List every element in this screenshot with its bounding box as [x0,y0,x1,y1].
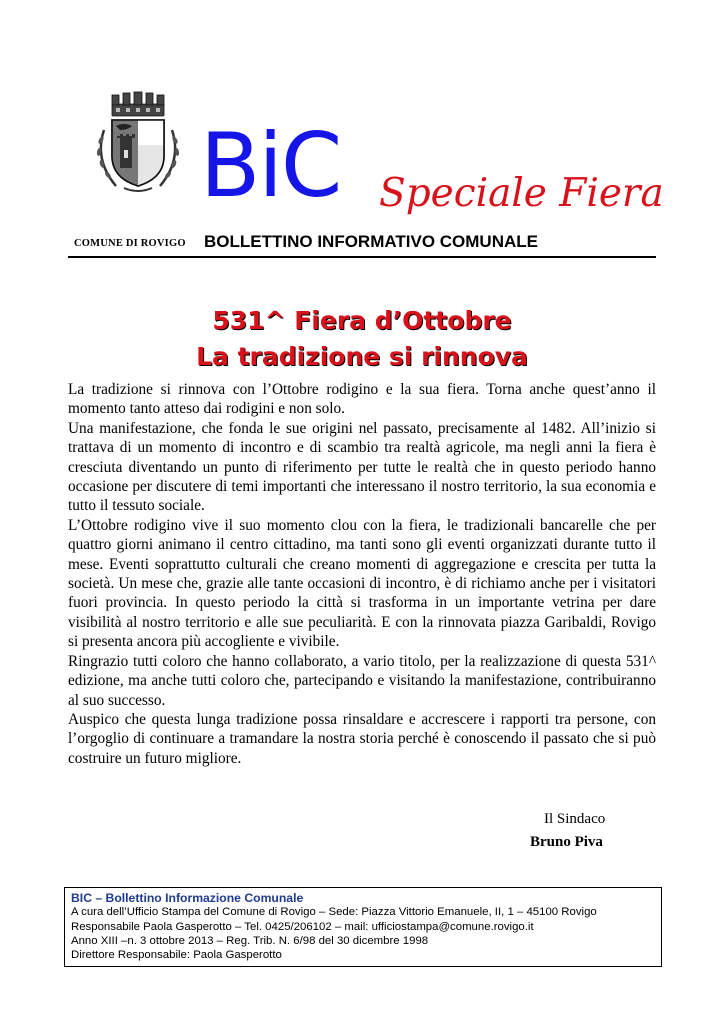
colophon-title: BIC – Bollettino Informazione Comunale [71,891,304,905]
article-paragraph: Auspico che questa lunga tradizione possa rinsaldare e accrescere i rapporti tra persone, con l’orgoglio di continuare a tramandare la nostra storia perché è conoscendo il passato che si può costruire un futuro migliore. [68,710,656,767]
article-body [68,380,656,768]
colophon-box [64,887,662,967]
colophon-line: Anno XIII –n. 3 ottobre 2013 – Reg. Trib. N. 6/98 del 30 dicembre 1998 [71,934,429,947]
signature-block [530,808,660,854]
signature-role: Il Sindaco [544,811,606,827]
article-paragraph: Ringrazio tutti coloro che hanno collaborato, a vario titolo, per la realizzazione di questa 531^ edizione, ma anche tutti coloro che, partecipando e visitando la manifestazione, contribuiranno al suo successo. [68,652,656,709]
article-paragraph: La tradizione si rinnova con l’Ottobre rodigino e la sua fiera. Torna anche quest’anno il momento tanto atteso dai rodigini e non solo. [68,381,656,418]
article-title-line1: 531^ Fiera d’Ottobre [212,306,512,335]
speciale-fiera-subtitle: Speciale Fiera [379,171,664,216]
article-paragraph: L’Ottobre rodigino vive il suo momento clou con la fiera, le tradizionali bancarelle che per quattro giorni animano il centro cittadino, ma tanti sono gli eventi organizzati durante tutto il mese. Eventi soprattutto culturali che creano momenti di aggregazione e crescita per tutta la società. Un mese che, grazie alle tante occasioni di incontro, è di richiamo anche per i visitatori fuori provincia. In questo periodo la città si trasforma in un importante vetrina per dare visibilità al nostro territorio e alle sue peculiarità. E con la rinnovata piazza Garibaldi, Rovigo si presenta ancora più accogliente e vivibile. [68,516,656,651]
bollettino-label: BOLLETTINO INFORMATIVO COMUNALE [204,232,538,251]
colophon-line: Direttore Responsabile: Paola Gasperotto [71,949,282,962]
comune-label: COMUNE DI ROVIGO [74,238,186,249]
bic-logo: BiC [200,114,341,217]
article-title-line2: La tradizione si rinnova [196,342,528,371]
colophon-line: A cura dell’Ufficio Stampa del Comune di Rovigo – Sede: Piazza Vittorio Emanuele, II, 1 – 45100 Rovigo [71,906,597,919]
colophon-line: Responsabile Paola Gasperotto – Tel. 0425/206102 – mail: ufficiostampa@comune.rovigo.it [71,920,534,933]
masthead [68,232,656,258]
signature-name: Bruno Piva [530,834,603,850]
article-paragraph: Una manifestazione, che fonda le sue origini nel passato, precisamente al 1482. All’inizio si trattava di un momento di incontro e di scambio tra realtà agricole, ma negli anni la fiera è cresciuta diventando un punto di riferimento per tutte le realtà che in questo periodo hanno occasione per discutere di temi importanti che interessano il nostro territorio, la sua economia e tutto il tessuto sociale. [68,419,656,515]
coat-of-arms-icon [90,90,186,200]
